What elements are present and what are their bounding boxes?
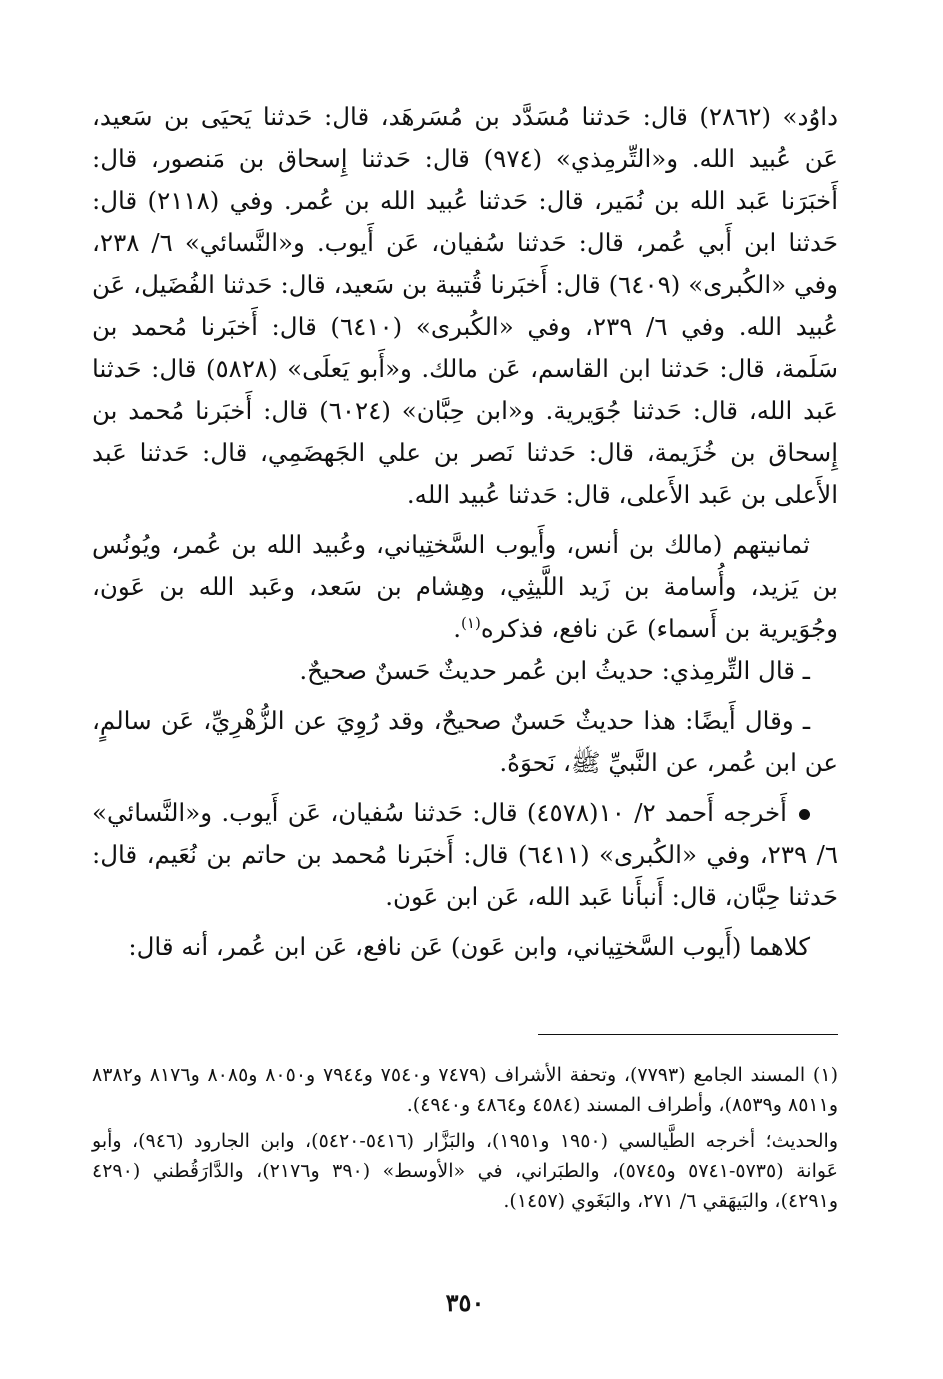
tirmidhi-comment-2: ـ وقال أَيضًا: هذا حديثٌ حَسنٌ صحيحٌ، وقد رُوِيَ عن الزُّهْرِيِّ، عَن سالمٍ، عن ابن عُمر، عن النَّبيِّ ﷺ، نَحوَهُ. [92,706,838,777]
narrators-end: . [453,614,462,643]
book-page [92,0,838,1379]
footnotes [92,1060,838,1222]
narrators-text: ثمانيتهم (مالك بن أنس، وأَيوب السَّختِياني، وعُبيد الله بن عُمر، ويُونُس بن يَزيد، وأُسامة بن زَيد اللَّيثِي، وهِشام بن سَعد، وعَبد الله بن عَون، وجُوَيرية بن أَسماء) عَن نافع، فذكره [92,530,838,643]
bullet-icon [799,809,810,820]
closing-paragraph: كلاهما (أَيوب السَّختِياني، وابن عَون) عَن نافع، عَن ابن عُمر، أنه قال: [128,932,810,961]
footnote-1: (١) المسند الجامع (٧٧٩٣)، وتحفة الأشراف (٧٤٧٩ و٧٥٤٠ و٧٩٤٤ و٨٠٥٠ و٨٠٨٥ و٨١٧٦ و٨٣٨٢ و٨٥١١ و٨٥٣٩)، وأطراف المسند (٤٥٨٤ و٤٨٦٤ و٤٩٤٠). [92,1064,838,1116]
page-number: ٣٥٠ [445,1288,485,1317]
narrators-paragraph [92,524,838,650]
takhrij-paragraph: داوُد» (٢٨٦٢) قال: حَدثنا مُسَدَّد بن مُسَرهَد، قال: حَدثنا يَحيَى بن سَعيد، عَن عُبيد الله. و«التِّرمِذي» (٩٧٤) قال: حَدثنا إِسحاق بن مَنصور، قال: أَخبَرَنا عَبد الله بن نُمَير، قال: حَدثنا عُبيد الله بن عُمر. وفي (٢١١٨) قال: حَدثنا ابن أَبي عُمر، قال: حَدثنا سُفيان، عَن أَيوب. و«النَّسائي» ٦/ ٢٣٨، وفي «الكُبرى» (٦٤٠٩) قال: أَخبَرنا قُتيبة بن سَعيد، قال: حَدثنا الفُضَيل، عَن عُبيد الله. وفي ٦/ ٢٣٩، وفي «الكُبرى» (٦٤١٠) قال: أَخبَرنا مُحمد بن سَلَمة، قال: حَدثنا ابن القاسم، عَن مالك. و«أَبو يَعلَى» (٥٨٢٨) قال: حَدثنا عَبد الله، قال: حَدثنا جُوَيرية. و«ابن حِبَّان» (٦٠٢٤) قال: أَخبَرنا مُحمد بن إِسحاق بن خُزَيمة، قال: حَدثنا نَصر بن علي الجَهضَمِي، قال: حَدثنا عَبد الأَعلى بن عَبد الأَعلى، قال: حَدثنا عُبيد الله. [92,102,839,509]
bullet-paragraph [92,792,838,918]
bullet-text: أَخرجه أَحمد ٢/ ١٠(٤٥٧٨) قال: حَدثنا سُفيان، عَن أَيوب. و«النَّسائي» ٦/ ٢٣٩، وفي «الكُبرى» (٦٤١١) قال: أَخبَرنا مُحمد بن حاتم بن نُعَيم، قال: حَدثنا حِبَّان، قال: أَنبأَنا عَبد الله، عَن ابن عَون. [92,798,838,911]
tirmidhi-comment: ـ قال التِّرمِذي: حديثُ ابن عُمر حديثٌ حَسنٌ صحيحٌ. [299,656,810,685]
main-text [92,96,838,968]
footnote-2: والحديث؛ أخرجه الطَّيالسي (١٩٥٠ و١٩٥١)، والبَزَّار (٥٤١٦-٥٤٢٠)، وابن الجارود (٩٤٦)، وأبو عَوانة (٥٧٣٥-٥٧٤١ و٥٧٤٥)، والطبَراني، في «الأوسط» (٣٩٠ و٢١٧٦)، والدَّارَقُطني (٤٢٩٠ و٤٢٩١)، والبَيهَقي ٦/ ٢٧١، والبَغَوي (١٤٥٧). [92,1130,838,1212]
footnote-reference: (١) [461,613,481,632]
footnote-divider [538,1034,838,1035]
